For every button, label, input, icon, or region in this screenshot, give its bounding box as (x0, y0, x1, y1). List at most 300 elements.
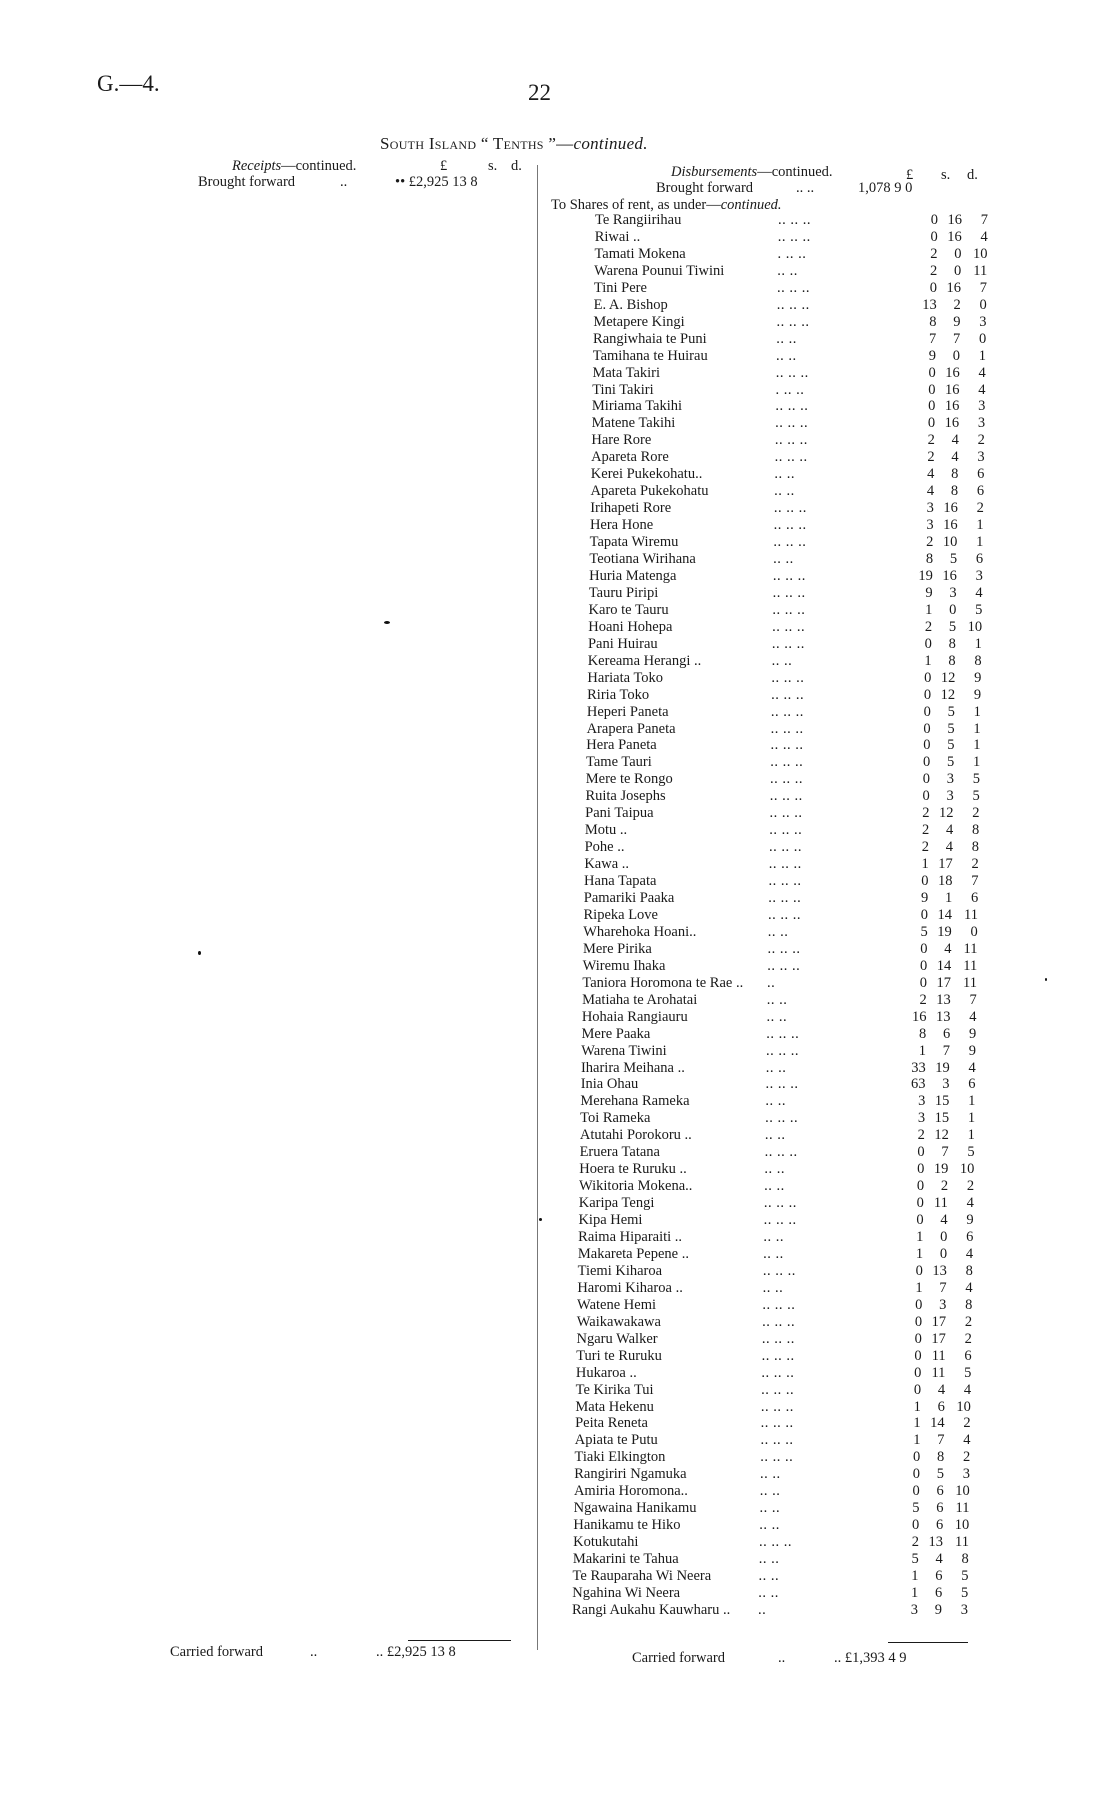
payee-name: Iharira Meihana .. (580, 1059, 685, 1076)
payee-name: Heperi Paneta (586, 703, 669, 720)
amount-pounds: 1 (916, 1229, 924, 1245)
amount-shillings: 6 (935, 1568, 943, 1584)
amount-shillings: 12 (940, 686, 956, 703)
amount-pounds: 19 (918, 567, 933, 584)
dot-leader: .. .. (777, 262, 798, 279)
dot-leader: .. .. .. (760, 1432, 794, 1449)
amount-pounds: 8 (919, 1025, 927, 1042)
amount-pence: 4 (980, 228, 988, 245)
receipts-brought-forward-label: Brought forward (198, 174, 296, 190)
amount-shillings: 16 (947, 212, 962, 228)
amount-shillings: 16 (946, 279, 962, 296)
amount-pence: 5 (972, 771, 980, 788)
amount-pounds: 0 (917, 1161, 925, 1178)
amount-pence: 4 (963, 1432, 971, 1449)
disbursements-carried-forward-label: Carried forward (632, 1650, 725, 1666)
dot-leader: .. .. .. (761, 1381, 795, 1398)
amount-shillings: 17 (936, 974, 952, 991)
payee-name: Tamihana te Huirau (592, 347, 708, 364)
amount-pounds: 0 (922, 754, 931, 771)
amount-pence: 9 (968, 1042, 977, 1059)
dot-leader: . .. .. (775, 381, 805, 398)
amount-pence: 10 (959, 1161, 975, 1178)
amount-pence: 3 (962, 1466, 970, 1483)
page-number: 22 (528, 80, 551, 105)
amount-pounds: 0 (911, 1517, 920, 1534)
payee-name: Te Kirika Tui (575, 1381, 654, 1398)
dot-leader: .. .. .. (772, 584, 806, 601)
amount-pounds: 3 (918, 1093, 926, 1110)
payee-name: Rangiwhaia te Puni (593, 330, 707, 347)
amount-shillings: 3 (942, 1076, 950, 1093)
amount-pounds: 0 (928, 364, 936, 381)
amount-pounds: 0 (929, 279, 938, 296)
amount-pounds: 0 (920, 940, 928, 957)
amount-pounds: 0 (915, 1296, 923, 1313)
dot-leader: .. .. .. (772, 601, 806, 618)
amount-pounds: 1 (924, 652, 932, 669)
payee-name: Kawa .. (584, 856, 630, 873)
payee-name: Wiremu Ihaka (582, 957, 666, 974)
amount-shillings: 14 (930, 1415, 945, 1432)
amount-pence: 2 (971, 856, 979, 873)
payee-name: Eruera Tatana (579, 1144, 660, 1161)
amount-pence: 11 (955, 1534, 969, 1551)
dot-leader: .. .. .. (768, 890, 802, 906)
amount-pence: 3 (977, 415, 986, 432)
amount-shillings: 7 (941, 1144, 949, 1161)
payee-name: Mata Takiri (592, 364, 661, 381)
amount-pounds: 2 (927, 449, 935, 466)
payee-name: Arapera Paneta (586, 720, 676, 737)
dot-leader: .. .. (763, 1245, 784, 1262)
payee-name: Hare Rore (591, 432, 652, 449)
payee-name: Kerei Pukekohatu.. (590, 466, 703, 483)
payee-name: Miriama Takihi (591, 398, 683, 415)
payee-name: E. A. Bishop (593, 296, 668, 313)
dot-leader: .. .. .. (763, 1195, 797, 1212)
amount-pounds: 0 (930, 212, 938, 228)
section-title-main: South Island “ Tenths ”— (380, 134, 574, 153)
amount-shillings: 13 (928, 1534, 943, 1551)
scan-speck (539, 1218, 542, 1221)
dot-leader: .. .. .. (765, 1110, 799, 1127)
amount-shillings: 6 (935, 1517, 944, 1534)
amount-pence: 2 (962, 1449, 971, 1466)
amount-pence: 1 (976, 517, 984, 534)
payee-name: Tauru Piripi (588, 584, 659, 601)
payee-name: Matene Takihi (591, 415, 676, 432)
payee-name: Mere Paaka (581, 1025, 651, 1042)
dot-leader: .. .. (758, 1568, 780, 1584)
payee-name: Warena Tiwini (581, 1042, 667, 1059)
amount-pounds: 0 (916, 1178, 925, 1195)
dot-leader: .. .. .. (770, 737, 804, 754)
amount-shillings: 8 (951, 466, 959, 483)
dot-leader: .. .. .. (761, 1364, 795, 1381)
dot-leader: .. .. (767, 923, 789, 940)
dot-leader: .. .. .. (760, 1415, 794, 1432)
amount-pence: 2 (966, 1178, 975, 1195)
scan-speck (1045, 978, 1047, 981)
amount-pounds: 0 (923, 686, 932, 703)
payee-name: Apareta Pukekohatu (590, 483, 709, 500)
amount-shillings: 8 (948, 652, 956, 669)
column-divider (537, 165, 538, 1650)
amount-pence: 6 (977, 466, 985, 483)
amount-pence: 5 (967, 1144, 975, 1161)
disbursements-pence-header: d. (967, 167, 978, 183)
disbursements-carried-forward-leader: .. (778, 1650, 786, 1666)
payee-name: Teotiana Wirihana (589, 551, 696, 567)
amount-pence: 10 (967, 618, 983, 635)
payee-name: Tini Takiri (592, 381, 654, 398)
amount-shillings: 6 (936, 1483, 944, 1500)
amount-pence: 11 (963, 974, 978, 991)
amount-pence: 2 (976, 500, 984, 517)
amount-pounds: 2 (930, 245, 938, 262)
dot-leader: .. .. .. (767, 957, 801, 974)
amount-pence: 2 (972, 805, 980, 822)
payee-name: Hoera te Ruruku .. (579, 1161, 687, 1178)
amount-shillings: 6 (943, 1025, 951, 1042)
payee-name: Kereama Herangi .. (587, 652, 702, 669)
disbursements-pound-header: £ (906, 167, 914, 183)
amount-pence: 10 (956, 1398, 971, 1415)
amount-shillings: 4 (951, 432, 959, 449)
amount-shillings: 4 (951, 449, 959, 466)
amount-shillings: 7 (937, 1432, 945, 1449)
amount-pounds: 2 (911, 1534, 919, 1551)
amount-pounds: 2 (922, 805, 930, 822)
payee-name: Peita Reneta (575, 1415, 648, 1432)
amount-pence: 0 (979, 330, 987, 347)
receipts-total-rule (408, 1640, 511, 1641)
dot-leader: .. .. .. (761, 1347, 795, 1364)
payee-name: Watene Hemi (577, 1296, 656, 1313)
amount-pounds: 2 (921, 839, 929, 856)
dot-leader: .. .. .. (770, 720, 804, 737)
amount-pence: 5 (964, 1364, 972, 1381)
amount-shillings: 0 (954, 245, 962, 262)
amount-pounds: 0 (924, 669, 932, 686)
dot-leader: .. .. .. (769, 771, 803, 788)
payee-name: Ruita Josephs (585, 788, 666, 805)
dot-leader: .. .. .. (760, 1449, 794, 1466)
amount-pence: 5 (960, 1584, 969, 1601)
amount-pence: 0 (970, 923, 978, 940)
amount-pence: 7 (980, 212, 988, 228)
dot-leader: .. .. (759, 1466, 781, 1483)
amount-pence: 11 (955, 1500, 970, 1517)
amount-pence: 4 (965, 1245, 974, 1262)
amount-pence: 1 (976, 534, 984, 551)
amount-pounds: 0 (919, 974, 928, 991)
dot-leader: .. .. .. (771, 669, 805, 686)
receipts-heading-suffix: —continued. (281, 158, 357, 174)
amount-shillings: 19 (933, 1161, 949, 1178)
amount-pence: 3 (975, 567, 983, 584)
payee-name: Makareta Pepene .. (577, 1245, 689, 1262)
amount-pounds: 1 (913, 1398, 921, 1415)
amount-pence: 1 (972, 754, 981, 771)
amount-shillings: 19 (937, 923, 952, 940)
dot-leader: .. .. .. (766, 1025, 800, 1042)
payee-name: Turi te Ruruku (576, 1347, 662, 1364)
dot-leader: .. .. (771, 652, 793, 669)
amount-shillings: 5 (936, 1466, 944, 1483)
section-title-continued: continued. (573, 134, 648, 153)
amount-shillings: 4 (944, 940, 952, 957)
dot-leader: .. .. .. (776, 313, 810, 330)
amount-shillings: 16 (942, 567, 957, 584)
amount-pounds: 1 (913, 1432, 921, 1449)
amount-pounds: 0 (914, 1313, 923, 1330)
payee-name: Hana Tapata (584, 873, 657, 890)
payee-name: Pohe .. (584, 839, 625, 856)
payee-name: Atutahi Porokoru .. (579, 1127, 692, 1144)
payee-name: Hera Hone (589, 517, 654, 534)
amount-pence: 5 (972, 788, 980, 805)
dot-leader: .. .. .. (774, 432, 808, 449)
amount-shillings: 12 (938, 805, 954, 822)
receipts-carried-forward-leader: .. (310, 1644, 318, 1660)
payee-name: Hoani Hohepa (588, 618, 673, 635)
amount-shillings: 16 (947, 228, 962, 245)
payee-name: Hariata Toko (587, 669, 664, 686)
amount-pounds: 8 (925, 551, 934, 567)
payee-name: Inia Ohau (580, 1076, 639, 1093)
amount-shillings: 13 (936, 1008, 951, 1025)
amount-pounds: 2 (930, 262, 938, 279)
dot-leader: .. .. .. (758, 1534, 792, 1551)
amount-pounds: 2 (926, 534, 934, 551)
amount-shillings: 4 (945, 822, 954, 839)
payee-name: Mere te Rongo (585, 771, 673, 788)
receipts-carried-forward-amount: .. £2,925 13 8 (376, 1644, 456, 1660)
amount-pounds: 1 (921, 856, 929, 873)
amount-pounds: 2 (927, 432, 935, 449)
amount-pounds: 63 (911, 1076, 926, 1093)
receipts-carried-forward-label: Carried forward (170, 1644, 263, 1660)
receipts-brought-forward-leader: .. (340, 174, 348, 190)
amount-shillings: 4 (935, 1551, 943, 1568)
dot-leader: .. .. (764, 1127, 786, 1144)
amount-pence: 3 (960, 1601, 968, 1618)
amount-shillings: 16 (943, 500, 958, 517)
dot-leader: .. .. .. (762, 1262, 796, 1279)
amount-pence: 1 (967, 1127, 975, 1144)
amount-pounds: 1 (910, 1584, 919, 1601)
dot-leader: .. .. .. (777, 228, 811, 245)
amount-shillings: 16 (945, 364, 960, 381)
dot-leader: .. .. (766, 991, 788, 1008)
amount-shillings: 6 (936, 1500, 944, 1517)
amount-shillings: 5 (949, 551, 958, 567)
amount-pence: 9 (974, 669, 982, 686)
dot-leader: .. .. .. (769, 788, 803, 805)
amount-shillings: 15 (934, 1110, 950, 1127)
dot-leader: .. .. (773, 551, 794, 567)
amount-pence: 8 (965, 1296, 973, 1313)
dot-leader: .. .. .. (763, 1212, 797, 1229)
amount-pounds: 5 (911, 1551, 919, 1568)
payee-name: Apareta Rore (591, 449, 669, 466)
payee-name: Hera Paneta (586, 737, 657, 754)
dot-leader: .. .. (758, 1551, 780, 1568)
dot-leader: .. .. (759, 1483, 781, 1500)
dot-leader: .. .. .. (770, 703, 804, 720)
amount-pounds: 4 (926, 483, 935, 500)
payee-name: Raima Hiparaiti .. (578, 1229, 683, 1245)
amount-pounds: 1 (913, 1415, 921, 1432)
dot-leader: .. .. .. (774, 449, 808, 466)
amount-pounds: 7 (929, 330, 937, 347)
disbursements-carried-forward-amount: .. £1,393 4 9 (834, 1650, 907, 1666)
amount-pence: 6 (970, 890, 979, 906)
disbursements-heading (671, 164, 833, 181)
amount-pence: 2 (964, 1330, 972, 1347)
payee-name: Haromi Kiharoa .. (577, 1279, 683, 1296)
amount-shillings: 5 (948, 618, 957, 635)
dot-leader: .. .. .. (773, 500, 807, 517)
dot-leader: .. .. .. (761, 1330, 795, 1347)
payee-name: Tame Tauri (586, 754, 652, 771)
amount-pence: 10 (954, 1517, 970, 1534)
payee-name: Huria Matenga (589, 567, 677, 584)
payee-name: Wikitoria Mokena.. (579, 1178, 693, 1195)
receipts-pence-header: d. (511, 158, 522, 174)
scan-speck (384, 621, 390, 624)
payee-name: Ngahina Wi Neera (572, 1584, 681, 1601)
amount-pence: 4 (966, 1195, 974, 1212)
amount-pence: 6 (975, 551, 984, 567)
receipts-heading-label: Receipts (232, 158, 282, 174)
amount-pounds: 0 (920, 957, 928, 974)
amount-shillings: 6 (937, 1398, 945, 1415)
amount-pence: 4 (963, 1381, 972, 1398)
receipts-heading (232, 158, 356, 175)
dot-leader: .. .. .. (775, 415, 809, 432)
payee-name: Tapata Wiremu (589, 534, 679, 551)
dot-leader: .. .. (759, 1517, 780, 1534)
payee-name: Tini Pere (593, 279, 647, 296)
amount-pounds: 0 (923, 737, 931, 754)
dot-leader: .. .. .. (762, 1313, 796, 1330)
amount-pounds: 0 (924, 635, 932, 652)
payee-name: Toi Rameka (580, 1110, 651, 1127)
amount-shillings: 14 (937, 906, 952, 923)
amount-shillings: 0 (939, 1245, 948, 1262)
dot-leader: .. .. .. (772, 567, 806, 584)
payee-name: Matiaha te Arohatai (582, 991, 698, 1008)
amount-pounds: 0 (912, 1449, 921, 1466)
amount-pence: 2 (977, 432, 985, 449)
dot-leader: .. .. .. (766, 1042, 800, 1059)
section-title (380, 134, 648, 154)
amount-pounds: 0 (928, 381, 936, 398)
amount-shillings: 3 (939, 1296, 947, 1313)
payee-name: Ngaru Walker (576, 1330, 658, 1347)
dot-leader: .. .. (774, 466, 795, 483)
amount-pence: 3 (979, 313, 987, 330)
dot-leader: .. .. .. (769, 822, 803, 839)
amount-shillings: 8 (948, 635, 956, 652)
amount-shillings: 12 (934, 1127, 949, 1144)
payee-name: Taniora Horomona te Rae .. (582, 974, 744, 991)
amount-pence: 8 (971, 822, 980, 839)
dot-leader: .. .. .. (768, 839, 802, 856)
payee-name: Hukaroa .. (575, 1364, 637, 1381)
dot-leader: .. .. .. (778, 212, 811, 228)
amount-shillings: 11 (931, 1364, 946, 1381)
amount-pounds: 0 (915, 1262, 923, 1279)
dot-leader: .. .. .. (777, 279, 811, 296)
amount-pence: 8 (965, 1262, 973, 1279)
amount-pence: 4 (978, 381, 986, 398)
amount-pence: 8 (971, 839, 979, 856)
disbursements-total-rule (888, 1642, 968, 1643)
amount-shillings: 0 (949, 601, 957, 618)
payee-name: Metapere Kingi (593, 313, 685, 330)
amount-shillings: 11 (933, 1195, 948, 1212)
dot-leader: .. .. .. (771, 686, 805, 703)
dot-leader: .. (758, 1601, 767, 1618)
payee-name: Waikawakawa (576, 1313, 661, 1330)
payee-name: Rangi Aukahu Kauwharu .. (572, 1601, 731, 1618)
amount-shillings: 14 (936, 957, 952, 974)
payee-name: Pani Taipua (585, 805, 654, 822)
amount-shillings: 3 (949, 584, 957, 601)
amount-pence: 6 (966, 1229, 974, 1245)
dot-leader: .. .. .. (773, 517, 807, 534)
disbursements-brought-forward-label: Brought forward (656, 180, 754, 196)
payee-name: Te Rangiirihau (595, 212, 682, 228)
amount-pence: 8 (974, 652, 982, 669)
amount-pence: 5 (961, 1568, 969, 1584)
amount-pounds: 3 (917, 1110, 926, 1127)
amount-pounds: 0 (912, 1466, 920, 1483)
dot-leader: .. .. .. (767, 940, 801, 957)
amount-shillings: 9 (934, 1601, 942, 1618)
amount-pence: 1 (973, 720, 981, 737)
amount-shillings: 7 (939, 1279, 947, 1296)
payee-name: Makarini te Tahua (572, 1551, 679, 1568)
amount-pounds: 9 (928, 347, 937, 364)
payee-name: Ripeka Love (583, 906, 658, 923)
amount-pounds: 33 (911, 1059, 926, 1076)
amount-pounds: 3 (926, 500, 934, 517)
amount-pounds: 1 (918, 1042, 927, 1059)
payee-name: Pani Huirau (587, 635, 658, 652)
amount-pounds: 8 (929, 313, 937, 330)
dot-leader: .. .. .. (768, 906, 801, 923)
amount-pence: 1 (967, 1110, 976, 1127)
amount-pounds: 2 (917, 1127, 925, 1144)
payee-name: Kipa Hemi (578, 1212, 643, 1229)
dot-leader: .. .. (759, 1500, 781, 1517)
amount-pounds: 0 (914, 1364, 922, 1381)
amount-pence: 6 (976, 483, 985, 500)
document-code: G.—4. (97, 71, 160, 96)
scan-speck (198, 951, 201, 955)
amount-pounds: 0 (921, 873, 929, 890)
amount-pounds: 0 (928, 398, 936, 415)
amount-shillings: 17 (931, 1313, 947, 1330)
amount-shillings: 12 (940, 669, 956, 686)
amount-pence: 8 (961, 1551, 969, 1568)
amount-pounds: 0 (917, 1144, 925, 1161)
